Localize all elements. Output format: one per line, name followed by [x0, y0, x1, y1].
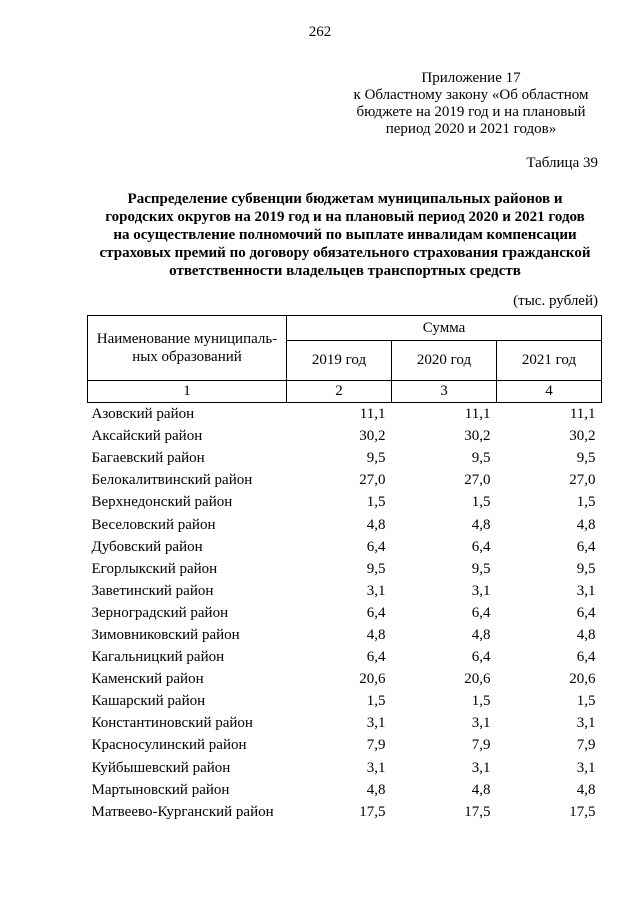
value-2020: 9,5: [471, 450, 491, 467]
district-name: Белокалитвинский район: [91, 472, 253, 489]
col-number-1: 1: [88, 381, 287, 403]
header-name-line-1: Наименование муниципаль-: [96, 331, 278, 347]
value-2020: 4,8: [471, 626, 491, 643]
table-row: [88, 425, 602, 447]
table-row: [88, 757, 602, 779]
value-2020: 6,4: [471, 604, 491, 621]
header-2020: 2020 год: [392, 341, 497, 381]
value-2020: 3,1: [471, 715, 491, 732]
table-row: [88, 513, 602, 535]
appendix-line-3: бюджете на 2019 год и на плановый: [356, 104, 586, 120]
district-name: Дубовский район: [91, 538, 203, 555]
value-2021: 20,6: [569, 671, 596, 688]
value-2021: 3,1: [576, 582, 596, 599]
table-row: [88, 491, 602, 513]
value-2019: 6,4: [366, 538, 386, 555]
value-2021: 1,5: [576, 693, 596, 710]
district-name: Константиновский район: [91, 715, 253, 732]
value-2020: 1,5: [471, 494, 491, 511]
table-row: [88, 536, 602, 558]
units-label: (тыс. рублей): [513, 293, 598, 309]
district-name: Куйбышевский район: [91, 759, 231, 776]
district-name: Кагальницкий район: [91, 649, 225, 666]
value-2021: 6,4: [576, 538, 596, 555]
table-row: [88, 602, 602, 624]
district-name: Мартыновский район: [91, 781, 230, 798]
value-2020: 4,8: [471, 516, 491, 533]
district-name: Азовский район: [91, 406, 195, 423]
value-2019: 20,6: [359, 671, 386, 688]
value-2020: 17,5: [464, 803, 491, 820]
header-2021: 2021 год: [497, 341, 602, 381]
table-row: [88, 646, 602, 668]
value-2021: 9,5: [576, 560, 596, 577]
district-name: Зерноградский район: [91, 604, 229, 621]
col-number-2: 2: [287, 381, 392, 403]
value-2020: 4,8: [471, 781, 491, 798]
value-2021: 6,4: [576, 604, 596, 621]
value-2019: 6,4: [366, 604, 386, 621]
value-2019: 7,9: [366, 737, 386, 754]
district-name: Кашарский район: [91, 693, 206, 710]
district-name: Верхнедонский район: [91, 494, 233, 511]
value-2019: 9,5: [366, 560, 386, 577]
value-2019: 1,5: [366, 494, 386, 511]
table-body: [88, 403, 602, 823]
document-title: [80, 190, 610, 280]
col-number-3: 3: [392, 381, 497, 403]
value-2020: 3,1: [471, 582, 491, 599]
value-2021: 3,1: [576, 715, 596, 732]
district-name: Багаевский район: [91, 450, 205, 467]
value-2021: 7,9: [576, 737, 596, 754]
value-2021: 11,1: [569, 406, 596, 423]
district-name: Веселовский район: [91, 516, 216, 533]
title-line-1: Распределение субвенции бюджетам муниципальных районов и: [127, 191, 563, 207]
value-2020: 7,9: [471, 737, 491, 754]
table-row: [88, 469, 602, 491]
value-2021: 4,8: [576, 781, 596, 798]
value-2019: 1,5: [366, 693, 386, 710]
value-2019: 6,4: [366, 649, 386, 666]
value-2019: 4,8: [366, 781, 386, 798]
value-2021: 30,2: [569, 428, 596, 445]
value-2019: 11,1: [359, 406, 386, 423]
district-name: Заветинский район: [91, 582, 214, 599]
header-name: [88, 316, 287, 381]
value-2021: 9,5: [576, 450, 596, 467]
value-2020: 9,5: [471, 560, 491, 577]
table-row: [88, 801, 602, 823]
value-2019: 4,8: [366, 626, 386, 643]
table-row: [88, 403, 602, 426]
title-line-2: городских округов на 2019 год и на плановый период 2020 и 2021 годов: [105, 209, 585, 225]
title-line-3: на осуществление полномочий по выплате инвалидам компенсации: [113, 227, 577, 243]
page-number: 262: [308, 24, 332, 40]
table-number: Таблица 39: [526, 155, 598, 171]
value-2021: 27,0: [569, 472, 596, 489]
value-2021: 17,5: [569, 803, 596, 820]
value-2019: 17,5: [359, 803, 386, 820]
appendix-note: [330, 70, 612, 138]
value-2021: 1,5: [576, 494, 596, 511]
district-name: Зимовниковский район: [91, 626, 240, 643]
value-2020: 6,4: [471, 538, 491, 555]
header-2019: 2019 год: [287, 341, 392, 381]
district-name: Аксайский район: [91, 428, 203, 445]
value-2021: 6,4: [576, 649, 596, 666]
title-line-4: страховых премий по договору обязательного страхования гражданской: [99, 245, 591, 261]
header-name-line-2: ных образований: [132, 349, 242, 365]
table-row: [88, 558, 602, 580]
value-2019: 30,2: [359, 428, 386, 445]
district-name: Каменский район: [91, 671, 204, 688]
value-2020: 1,5: [471, 693, 491, 710]
value-2020: 6,4: [471, 649, 491, 666]
value-2020: 20,6: [464, 671, 491, 688]
value-2019: 3,1: [366, 715, 386, 732]
value-2019: 9,5: [366, 450, 386, 467]
value-2020: 3,1: [471, 759, 491, 776]
value-2021: 4,8: [576, 626, 596, 643]
table-row: [88, 734, 602, 756]
table-row: [88, 580, 602, 602]
table-row: [88, 668, 602, 690]
value-2019: 4,8: [366, 516, 386, 533]
value-2021: 3,1: [576, 759, 596, 776]
header-sum: Сумма: [287, 316, 602, 341]
value-2020: 11,1: [464, 406, 491, 423]
table-header: [88, 316, 602, 403]
value-2020: 27,0: [464, 472, 491, 489]
appendix-line-2: к Областному закону «Об областном: [353, 87, 589, 103]
district-name: Егорлыкский район: [91, 560, 218, 577]
table-row: [88, 712, 602, 734]
table-row: [88, 447, 602, 469]
table-row: [88, 690, 602, 712]
value-2019: 27,0: [359, 472, 386, 489]
table-row: [88, 624, 602, 646]
col-number-4: 4: [497, 381, 602, 403]
title-line-5: ответственности владельцев транспортных средств: [169, 263, 521, 279]
subvention-table: [87, 315, 602, 823]
value-2019: 3,1: [366, 582, 386, 599]
district-name: Матвеево-Курганский район: [91, 803, 274, 820]
table-row: [88, 779, 602, 801]
value-2021: 4,8: [576, 516, 596, 533]
value-2019: 3,1: [366, 759, 386, 776]
value-2020: 30,2: [464, 428, 491, 445]
appendix-line-1: Приложение 17: [421, 70, 521, 86]
appendix-line-4: период 2020 и 2021 годов»: [385, 121, 557, 137]
district-name: Красносулинский район: [91, 737, 247, 754]
